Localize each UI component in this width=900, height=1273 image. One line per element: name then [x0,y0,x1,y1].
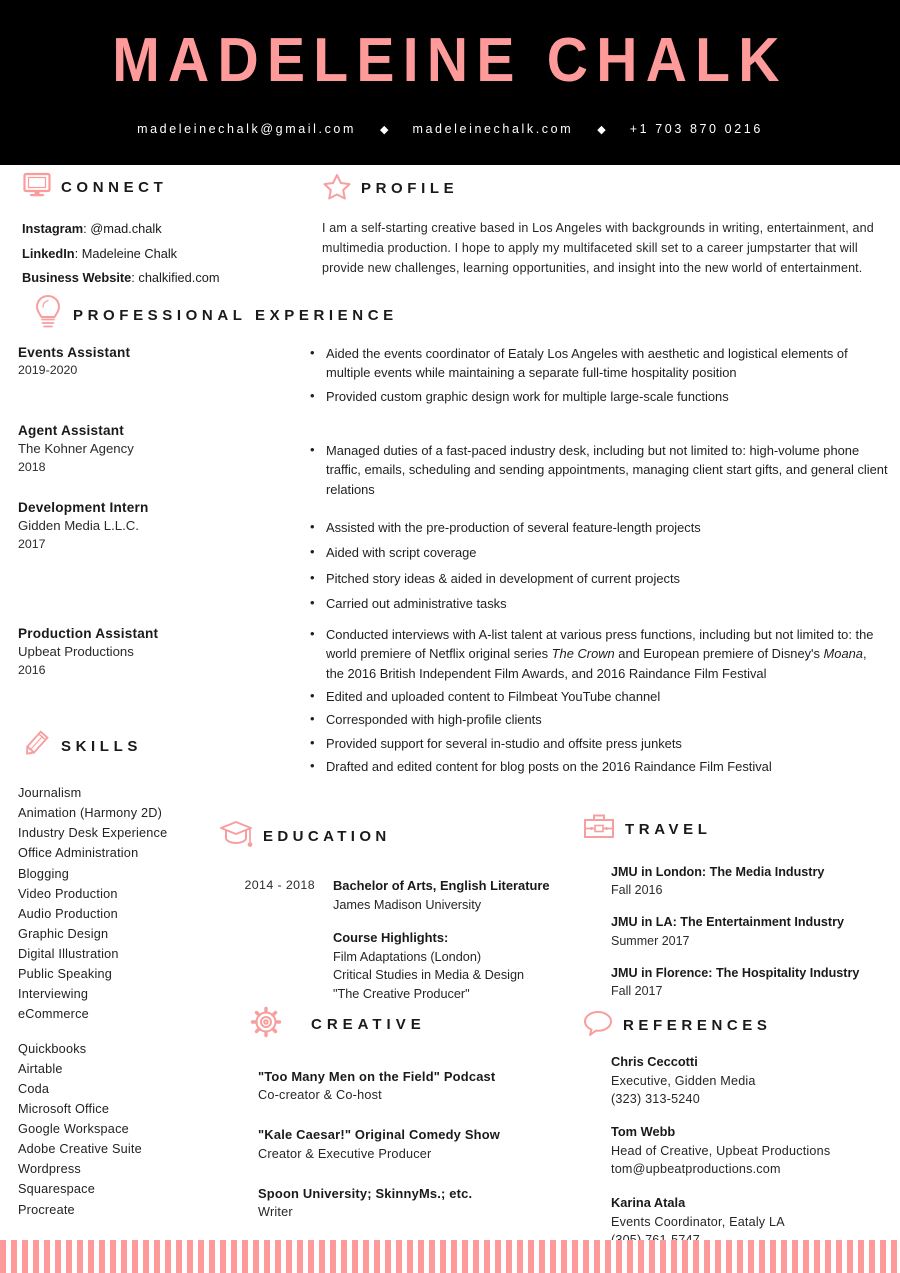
travel-entry [582,913,900,949]
education-heading [218,818,578,855]
job-company: Gidden Media L.L.C. [18,518,139,534]
list-item: Graphic Design [18,926,109,941]
resume-header [0,0,900,165]
creative-role: Writer [258,1205,293,1220]
job-years: 2016 [18,662,46,677]
creative-name: "Kale Caesar!" Original Comedy Show [258,1127,501,1143]
list-item: Office Administration [18,846,139,861]
list-item: Wordpress [18,1162,81,1177]
list-item: Quickbooks [18,1041,87,1056]
lightbulb-icon [32,293,64,338]
education-entry [218,877,578,1003]
education-section [218,818,578,1003]
travel-section [582,812,900,1014]
list-item: Industry Desk Experience [18,826,168,841]
profile-text: I am a self-starting creative based in Los Angeles with backgrounds in writing, entertainment, and multimedia production. I hope to apply my multifaceted skill set to a career jumpstarter that will provide new challenges, learning opportunities, and insight into the new world of entertainment. [322,221,874,275]
list-item: Animation (Harmony 2D) [18,806,163,821]
list-item: Audio Production [18,906,118,921]
reference-role: Events Coordinator, Eataly LA [611,1214,785,1229]
list-item: Digital Illustration [18,947,119,961]
creative-entry [248,1184,578,1222]
connect-heading [22,172,312,203]
creative-role: Co-creator & Co-host [258,1088,382,1103]
diamond-separator-icon: ◆ [597,123,606,136]
travel-heading [582,812,900,847]
phone-text: +1 703 870 0216 [629,122,763,136]
skills-title: SKILLS [61,738,142,755]
profile-title: PROFILE [361,180,459,197]
job-company: The Kohner Agency [18,441,134,457]
job-years: 2017 [18,536,46,551]
list-item: Video Production [18,886,118,901]
education-school: James Madison University [333,897,482,912]
creative-role: Creator & Executive Producer [258,1146,432,1161]
connect-label: Instagram [22,221,84,236]
skills-heading [18,728,238,765]
list-item: eCommerce [18,1007,89,1022]
job-bullets [308,441,888,499]
list-item: • Pitched story ideas & aided in development of current projects [308,569,888,588]
website-text: madeleinechalk.com [412,122,574,136]
creative-entry [248,1067,578,1105]
travel-term: Fall 2017 [611,984,663,998]
footer-stripe-decoration [0,1240,900,1273]
creative-heading [248,1004,578,1045]
job-bullets [308,344,888,406]
education-title: EDUCATION [263,828,391,845]
job-role: Production Assistant [18,626,159,641]
creative-section [248,1004,578,1242]
job-company: Upbeat Productions [18,644,134,660]
travel-program: JMU in Florence: The Hospitality Industry [611,965,860,980]
reference-entry [582,1053,900,1108]
reference-role: Head of Creative, Upbeat Productions [611,1144,831,1159]
references-heading [582,1008,900,1043]
travel-term: Fall 2016 [611,883,663,898]
job-years: 2019-2020 [18,363,78,378]
job-entry-heading [18,422,288,476]
list-item: Instagram: @mad.chalk [22,221,162,236]
list-item: • Provided support for several in-studio and offsite press junkets [308,734,888,753]
monitor-icon [22,172,52,203]
suitcase-icon [582,812,616,847]
reference-entry [582,1123,900,1178]
list-item: Film Adaptations (London) [333,949,482,964]
list-item: Public Speaking [18,967,112,982]
connect-label: Business Website [22,270,132,286]
skills-group-software [18,1039,238,1220]
list-item: • Managed duties of a fast-paced industry desk, including but not limited to: high-volume phone traffic, emails, scheduling and sending appointments, managing client start gifts, and general client relations [308,441,888,499]
reference-name: Chris Ceccotti [611,1054,698,1069]
skills-divider [18,1025,238,1039]
education-degree: Bachelor of Arts, English Literature [333,878,550,893]
list-item: Google Workspace [18,1122,129,1136]
star-icon [322,172,352,205]
pencil-icon [18,728,52,765]
connect-label: LinkedIn [22,245,75,261]
reference-role: Executive, Gidden Media [611,1073,756,1088]
list-item: • Aided the events coordinator of Eataly Los Angeles with aesthetic and logistical elements of multiple events while maintaining a separate full-time hospitality position [308,344,888,383]
reference-name: Tom Webb [611,1124,676,1140]
page-title: MADELEINE CHALK [112,26,788,95]
skills-section [18,728,238,1220]
connect-value[interactable]: Madeleine Chalk [81,245,178,261]
speech-bubble-icon [582,1008,614,1043]
graduation-cap-icon [218,818,254,855]
job-entry-heading [18,499,288,553]
italic-title: Moana [823,646,863,662]
list-item: Journalism [18,786,82,800]
gear-icon [248,1004,284,1045]
list-item: Airtable [18,1061,63,1076]
travel-title: TRAVEL [625,821,712,838]
italic-title: The Crown [551,646,615,662]
list-item: • Assisted with the pre-production of several feature-length projects [308,518,888,537]
list-item: Squarespace [18,1182,95,1197]
list-item: • Carried out administrative tasks [308,594,888,613]
job-role: Development Intern [18,500,149,515]
list-item: Adobe Creative Suite [18,1142,142,1157]
list-item: • Provided custom graphic design work for multiple large-scale functions [308,387,888,406]
experience-title: PROFESSIONAL EXPERIENCE [73,307,398,324]
job-entry-heading [18,344,288,380]
references-section [582,1008,900,1264]
creative-name: Spoon University; SkinnyMs.; etc. [258,1185,473,1201]
education-dates: 2014 - 2018 [244,878,315,892]
reference-name: Karina Atala [611,1194,686,1210]
list-item: Coda [18,1081,50,1096]
list-item: "The Creative Producer" [333,986,470,1001]
references-title: REFERENCES [623,1017,772,1034]
profile-heading [322,172,882,205]
travel-program: JMU in LA: The Entertainment Industry [611,915,844,930]
travel-entry [582,964,900,1000]
list-item: Interviewing [18,987,89,1002]
list-item: Microsoft Office [18,1101,110,1116]
connect-section [22,172,312,293]
experience-heading [32,293,398,338]
list-item: • Drafted and edited content for blog posts on the 2016 Raindance Film Festival [308,757,888,776]
reference-contact[interactable]: tom@upbeatproductions.com [611,1162,781,1177]
profile-section [322,172,882,278]
list-item: • Aided with script coverage [308,543,888,562]
connect-value[interactable]: chalkified.com [138,270,220,286]
list-item: LinkedIn: Madeleine Chalk [22,245,178,261]
list-item: Critical Studies in Media & Design [333,968,525,983]
connect-title: CONNECT [61,179,168,196]
creative-name: "Too Many Men on the Field" Podcast [258,1069,496,1084]
list-item: • Conducted interviews with A-list talent at various press functions, including but not limited to: the world premiere of Netflix original series The Crown and European premiere of Disney's Moana, the 2016 British Independent Film Awards, and 2016 Raindance Film Festival [308,625,888,683]
list-item: Procreate [18,1202,75,1217]
travel-entry [582,863,900,899]
job-role: Agent Assistant [18,423,124,438]
email-text: madeleinechalk@gmail.com [137,122,356,136]
travel-program: JMU in London: The Media Industry [611,865,825,879]
diamond-separator-icon: ◆ [380,123,389,136]
job-years: 2018 [18,459,46,474]
connect-value[interactable]: @mad.chalk [90,221,162,236]
reference-contact[interactable]: (323) 313-5240 [611,1092,700,1107]
list-item: Blogging [18,866,69,881]
connect-list [22,219,312,289]
job-entry-heading [18,625,288,679]
list-item: • Corresponded with high-profile clients [308,710,888,729]
skills-group-general [18,783,238,1025]
job-bullets [308,518,888,613]
contact-line [0,122,900,136]
list-item: • Edited and uploaded content to Filmbeat YouTube channel [308,687,888,706]
creative-entry [248,1125,578,1163]
course-highlights-label: Course Highlights: [333,930,449,946]
job-role: Events Assistant [18,345,131,360]
job-bullets [308,625,888,777]
travel-term: Summer 2017 [611,933,690,948]
list-item: Business Website: chalkified.com [22,270,220,286]
creative-title: CREATIVE [311,1016,426,1033]
